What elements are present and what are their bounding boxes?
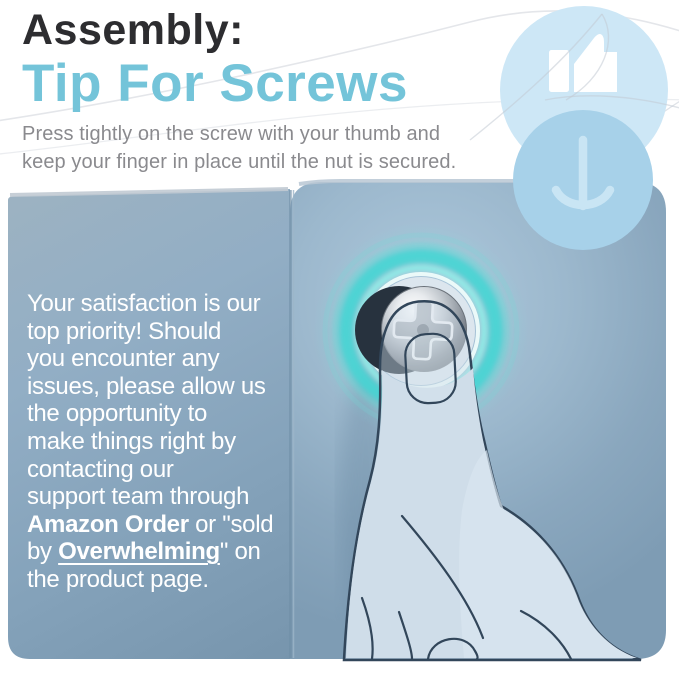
support-note-segment: the product page. bbox=[27, 565, 209, 593]
support-note-segment: top priority! Should bbox=[27, 317, 222, 345]
support-note-segment: issues, please allow us bbox=[27, 372, 266, 400]
support-note-segment: contacting our bbox=[27, 455, 174, 483]
support-note-line bbox=[27, 483, 299, 511]
support-note-segment: support team through bbox=[27, 483, 250, 511]
support-note-line bbox=[27, 290, 299, 318]
support-note-segment: Overwhelming bbox=[58, 538, 220, 566]
support-note-line bbox=[27, 456, 299, 484]
support-note-line bbox=[27, 566, 299, 594]
support-note-line bbox=[27, 511, 299, 539]
support-note-line bbox=[27, 400, 299, 428]
support-note-segment: you encounter any bbox=[27, 345, 220, 373]
support-note-line bbox=[27, 373, 299, 401]
support-note-segment: the opportunity to bbox=[27, 400, 208, 428]
support-note-line bbox=[27, 345, 299, 373]
support-note-line bbox=[27, 428, 299, 456]
subtitle-line-1: Press tightly on the screw with your thumb and bbox=[22, 122, 441, 145]
support-note-segment: Amazon Order bbox=[27, 510, 189, 538]
title-line-black: Assembly: bbox=[22, 6, 244, 54]
support-note-segment: " on bbox=[219, 538, 261, 566]
subtitle-line-2: keep your finger in place until the nut is secured. bbox=[22, 150, 457, 173]
support-note-segment: make things right by bbox=[27, 427, 236, 455]
subtitle bbox=[22, 120, 456, 176]
support-note-segment: by bbox=[27, 538, 59, 566]
support-note-line bbox=[27, 318, 299, 346]
fingernail bbox=[404, 333, 457, 404]
support-note-segment: Your satisfaction is our bbox=[27, 290, 261, 317]
page-title bbox=[22, 8, 456, 176]
title-line-accent: Tip For Screws bbox=[22, 53, 408, 113]
download-circle bbox=[513, 110, 653, 250]
support-note-line bbox=[27, 538, 299, 566]
support-note-segment: or "sold bbox=[188, 510, 274, 538]
down-arrow-icon bbox=[513, 110, 653, 250]
support-note bbox=[27, 290, 299, 594]
